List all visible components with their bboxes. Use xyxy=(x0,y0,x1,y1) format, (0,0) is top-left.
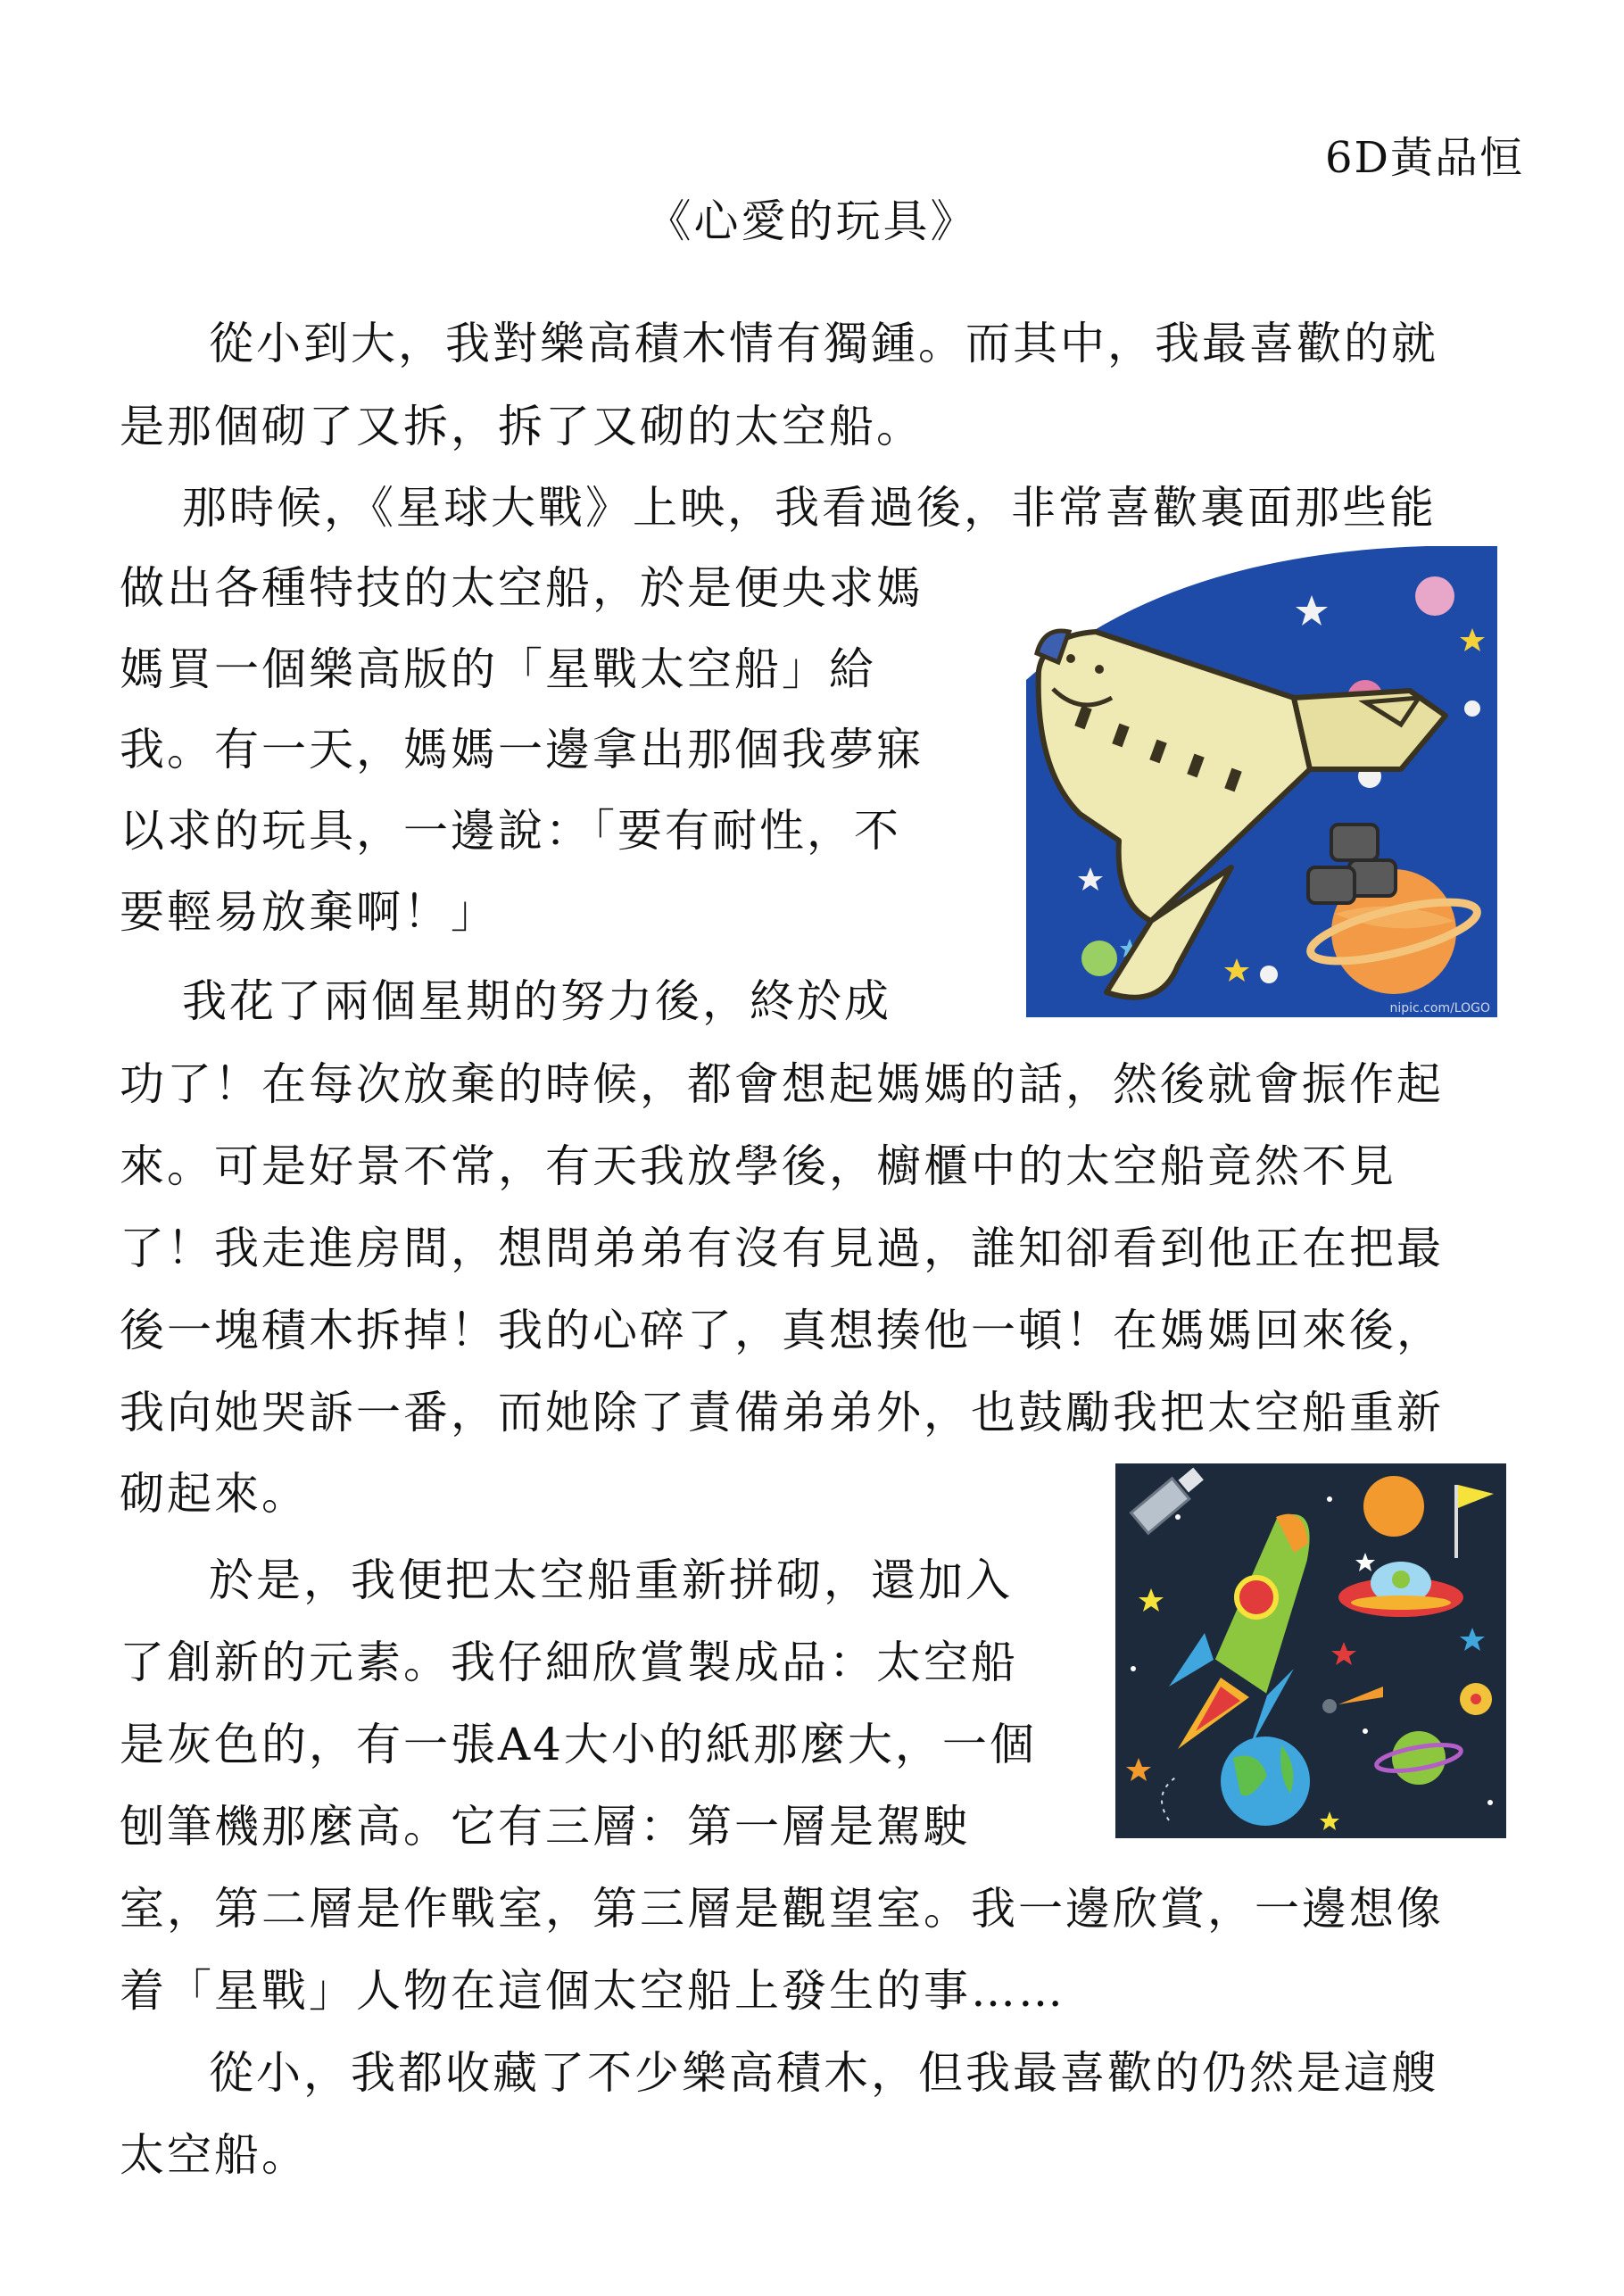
text-line: 來。可是好景不常，有天我放學後，櫥櫃中的太空船竟然不見 xyxy=(120,1140,1396,1192)
text-line: 功了！在每次放棄的時候，都會想起媽媽的話，然後就會振作起 xyxy=(120,1058,1444,1110)
text-line: 做出各種特技的太空船，於是便央求媽 xyxy=(120,562,924,614)
text-line: 太空船。 xyxy=(120,2129,309,2181)
essay-title: 《心愛的玩具》 xyxy=(646,195,978,247)
author-line: 6D黃品恒 xyxy=(1324,133,1524,183)
text-line: 刨筆機那麼高。它有三層：第一層是駕駛 xyxy=(120,1801,971,1853)
text-line: 了創新的元素。我仔細欣賞製成品：太空船 xyxy=(120,1637,1018,1688)
text-line: 從小，我都收藏了不少樂高積木，但我最喜歡的仍然是這艘 xyxy=(209,2047,1438,2099)
text-line: 了！我走進房間，想問弟弟有沒有見過，誰知卻看到他正在把最 xyxy=(120,1223,1444,1274)
text-line: 媽買一個樂高版的「星戰太空船」給 xyxy=(120,643,876,695)
space-shuttle-illustration xyxy=(1026,546,1497,1017)
image-watermark: nipic.com/LOGO xyxy=(1389,1001,1490,1015)
text-line: 我向她哭訴一番，而她除了責備弟弟外，也鼓勵我把太空船重新 xyxy=(120,1387,1444,1438)
text-line: 砌起來。 xyxy=(120,1468,309,1520)
text-line: 着「星戰」人物在這個太空船上發生的事…… xyxy=(120,1965,1065,2017)
text-line: 是灰色的，有一張A4大小的紙那麼大，一個 xyxy=(120,1719,1037,1770)
rocket-space-illustration xyxy=(1115,1463,1506,1838)
text-line: 以求的玩具，一邊說：「要有耐性，不 xyxy=(120,805,901,857)
text-line: 於是，我便把太空船重新拼砌，還加入 xyxy=(209,1554,1013,1606)
text-line: 是那個砌了又拆，拆了又砌的太空船。 xyxy=(120,401,924,452)
text-line: 從小到大，我對樂高積木情有獨鍾。而其中，我最喜歡的就 xyxy=(209,318,1438,369)
text-line: 後一塊積木拆掉！我的心碎了，真想揍他一頓！在媽媽回來後， xyxy=(120,1305,1444,1356)
text-line: 室，第二層是作戰室，第三層是觀望室。我一邊欣賞，一邊想像 xyxy=(120,1883,1444,1935)
text-line: 我。有一天，媽媽一邊拿出那個我夢寐 xyxy=(120,724,924,775)
text-line: 那時候，《星球大戰》上映，我看過後，非常喜歡裏面那些能 xyxy=(182,482,1437,534)
text-line: 我花了兩個星期的努力後，終於成 xyxy=(182,975,891,1027)
text-line: 要輕易放棄啊！」 xyxy=(120,886,498,938)
